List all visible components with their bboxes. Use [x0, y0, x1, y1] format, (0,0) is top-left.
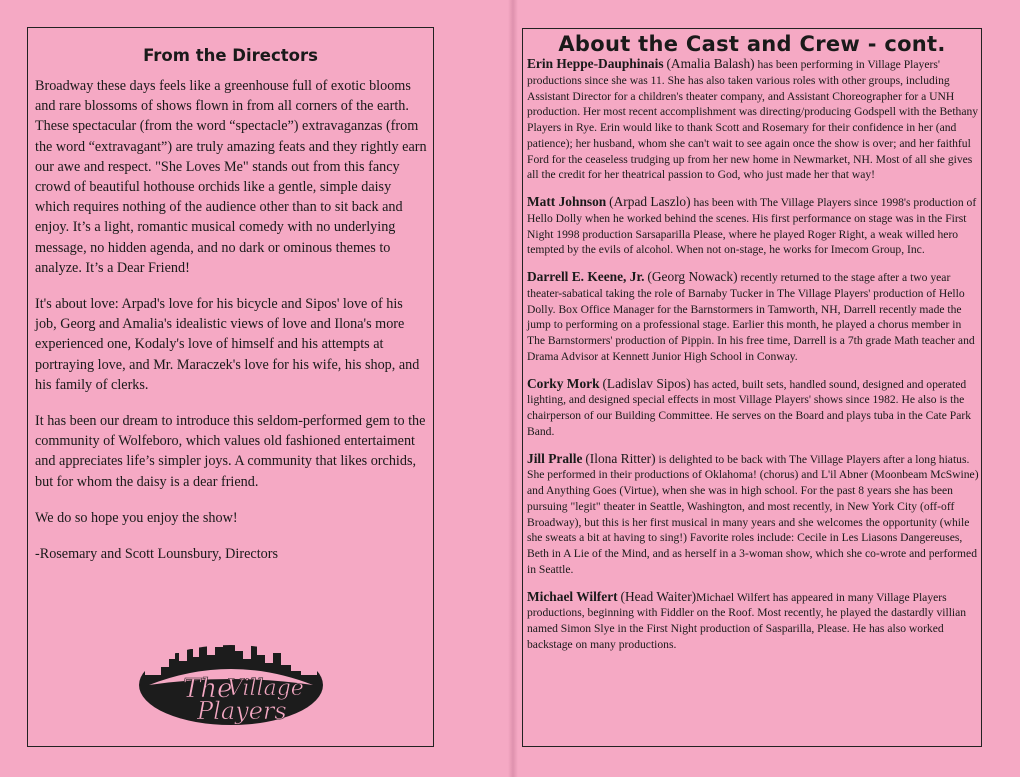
bio-name: Corky Mork — [527, 375, 600, 391]
cast-crew-panel — [522, 28, 982, 747]
svg-text:The: The — [183, 674, 233, 704]
directors-note-body — [35, 76, 427, 580]
bio-name: Darrell E. Keene, Jr. — [527, 269, 645, 284]
bio-name: Jill Pralle — [527, 450, 583, 466]
bio-name: Matt Johnson — [527, 194, 607, 209]
bio-role: (Amalia Balash) — [666, 56, 755, 71]
directors-paragraph: It has been our dream to introduce this seldom-performed gem to the community of Wolfeboro, which values old fashioned entertaiment and appreciates life’s simpler joys. A community that likes orchids, but for whom the daisy is a dear friend. — [35, 413, 426, 490]
bio-entry — [527, 376, 979, 440]
cast-crew-title: About the Cast and Crew - cont. — [558, 32, 946, 56]
page-fold — [508, 0, 518, 777]
directors-note-panel — [27, 27, 434, 747]
bio-name: Erin Heppe-Dauphinais — [527, 56, 664, 71]
bio-text: has been with The Village Players since 1998's production of Hello Dolly when he worked behind the scenes. His first performance on stage was in the First Night 1998 production Sarsaparilla Please, where he played Roger Right, a weak willed hero tempted by the evils of alcohol. When not on-stage, he works for Imecom Group, Inc. — [527, 196, 977, 257]
bio-role: (Ilona Ritter) — [585, 450, 656, 466]
bio-entry — [527, 589, 979, 653]
bio-text: has acted, built sets, handled sound, designed and operated lighting, and designed special effects in most Village Players' shows since 1982. He also is the chairperson of our Building Committee. He serves on the Board and plays tuba in the Cate Park Band. — [527, 377, 972, 438]
bio-role: (Arpad Laszlo) — [609, 194, 691, 209]
directors-paragraph: Broadway these days feels like a greenhouse full of exotic blooms and rare blossoms of shows flown in from all corners of the earth. These spectacular (from the word “spectacle”) extravaganzas (from the word “extravagant”) are truly amazing feats and they rightly earn our awe and respect. "She Loves Me" stands out from this fancy crowd of beautiful hothouse orchids like a gentle, simple daisy which requires nothing of the audience other than to sit back and enjoy. It’s a light, romantic musical comedy with no underlying message, no hidden agenda, and no dark or ominous themes to analyze. It’s a Dear Friend! — [35, 78, 427, 276]
bio-name: Michael Wilfert — [527, 588, 618, 604]
bio-entry — [527, 451, 979, 578]
bio-entry — [527, 194, 979, 258]
svg-text:Players: Players — [197, 697, 287, 725]
bio-text: recently returned to the stage after a two year theater-sabatical taking the role of Barnaby Tucker in The Village Players' production of Hello Dolly. Box Office Manager for the Barnstormers in Tamworth, NH, Darrell recently made the jump to performing on a professional stage. Earlier this month, he played a chorus member in The Barnstormers' production of Pippin. In his free time, Darrell is a 7th grade Math teacher and Drama Advisor at Kennett Junior High School in Conway. — [527, 271, 975, 363]
bio-text: has been performing in Village Players' productions since she was 11. She has also taken various roles with other groups, including Assistant Director for a children's theater company, and Assistant Choreographer for a UNH production. Her most recent accomplishment was directing/producing Godspell with the Bethany Players in Rye. Erin would like to thank Scott and Rosemary for their confidence in her (and patience); her husband, whom she can't wait to see again once the show is over; and her faithful Ford for the ceaseless trudging up from her new home in Newmarket, NH. Most of all she gives all the credit for her theatrical passion to God, who just made her that way! — [527, 58, 979, 182]
svg-text:Village: Village — [227, 676, 304, 701]
directors-note-title: From the Directors — [143, 46, 318, 65]
bio-text: Michael Wilfert has appeared in many Village Players productions, beginning with Fiddler on the Roof. Most recently, he played the dastardly villian named Simon Slye in the First Night production of Sasparilla, Please. He has also worked backstage on many productions. — [527, 590, 967, 651]
bio-entry — [527, 269, 979, 365]
bio-role: (Head Waiter) — [620, 588, 697, 604]
bio-role: (Ladislav Sipos) — [602, 375, 691, 391]
bio-entry — [527, 56, 979, 183]
directors-signature: -Rosemary and Scott Lounsbury, Directors — [35, 546, 278, 563]
village-players-logo — [131, 623, 331, 733]
bio-text: is delighted to be back with The Village Players after a long hiatus. She performed in their productions of Oklahoma! (chorus) and L'il Abner (Moonbeam McSwine) and Anything Goes (Virtue), when she was in high school. For the past 8 years she has been pursuing "legit" theater in Seattle, Washington, and most recently, in New York City (off-off Broadway), but this is her first musical in many years and she welcomes the opportunity (while she sweats a bit at having to sing!) Favorite roles include: Cecile in Les Liasons Dangereuses, Beth in A Lie of the Mind, and as herself in a 3-woman show, which she co-wrote and performed in Seattle. — [527, 452, 979, 576]
directors-paragraph: It's about love: Arpad's love for his bicycle and Sipos' love of his job, Georg and Amalia's idealistic views of love and Ilona's more experienced one, Kodaly's love of himself and his attempts at portraying love, and Mr. Maraczek's love for his wife, his shop, and his family of clerks. — [35, 296, 420, 393]
directors-paragraph: We do so hope you enjoy the show! — [35, 509, 238, 526]
cast-crew-bios — [527, 56, 979, 664]
bio-role: (Georg Nowack) — [647, 269, 738, 284]
